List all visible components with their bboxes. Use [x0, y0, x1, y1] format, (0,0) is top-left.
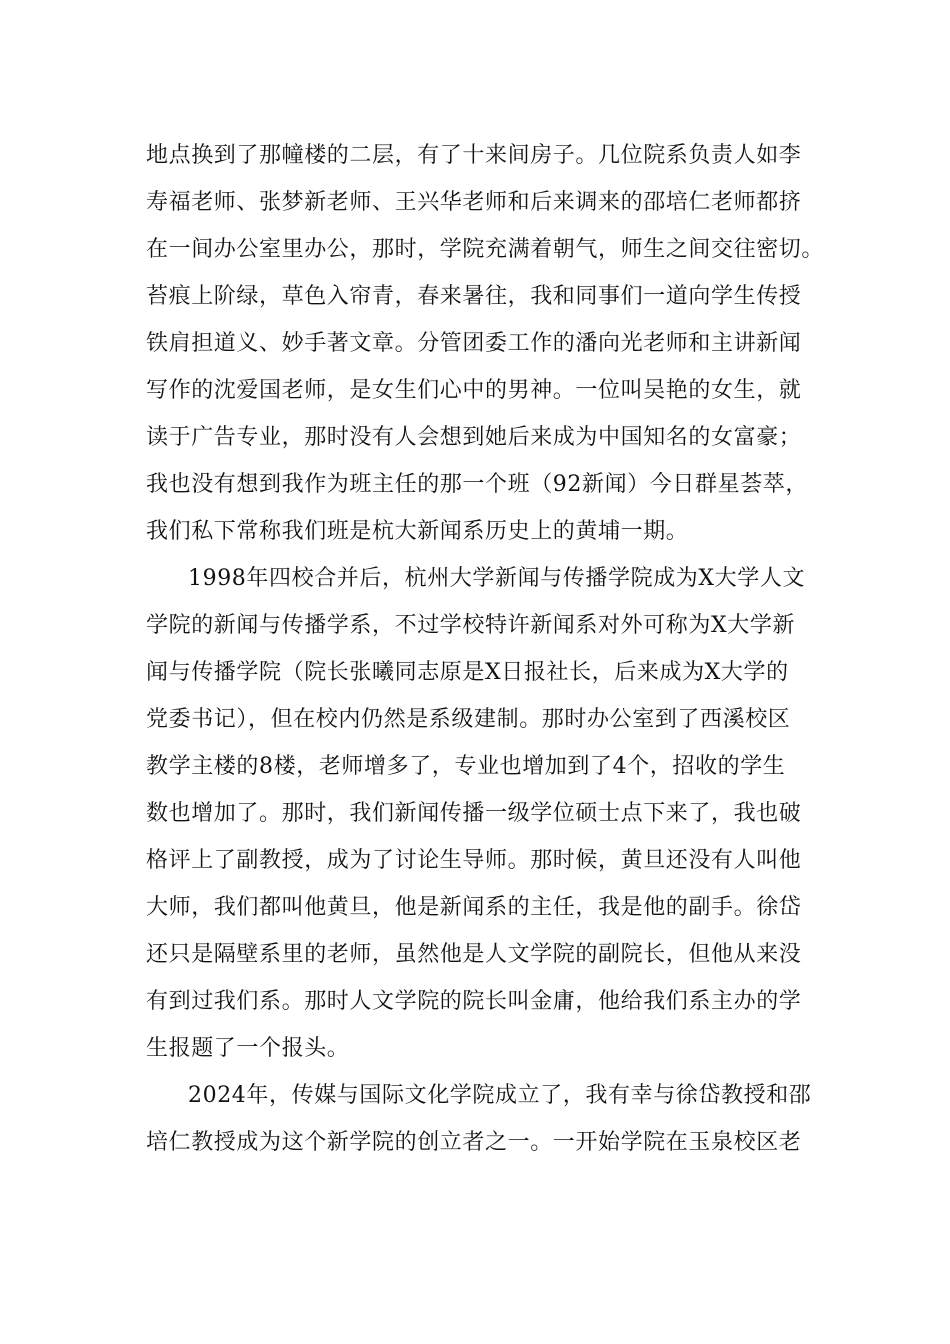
text-line: 在一间办公室里办公，那时，学院充满着朝气，师生之间交往密切。 — [146, 237, 825, 262]
text-line: 格评上了副教授，成为了讨论生导师。那时候，黄旦还没有人叫他 — [146, 848, 802, 873]
text-line: 我们私下常称我们班是杭大新闻系历史上的黄埔一期。 — [146, 519, 689, 544]
text-line: 苔痕上阶绿，草色入帘青，春来暑往，我和同事们一道向学生传授 — [146, 284, 802, 309]
text-line: 铁肩担道义、妙手著文章。分管团委工作的潘向光老师和主讲新闻 — [146, 331, 802, 356]
text-line: 寿福老师、张梦新老师、王兴华老师和后来调来的邵培仁老师都挤 — [146, 190, 802, 215]
text-line: 培仁教授成为这个新学院的创立者之一。一开始学院在玉泉校区老 — [146, 1130, 802, 1155]
text-line: 数也增加了。那时，我们新闻传播一级学位硕士点下来了，我也破 — [146, 801, 802, 826]
text-line: 学院的新闻与传播学系，不过学校特许新闻系对外可称为X大学新 — [146, 613, 796, 638]
text-line: 有到过我们系。那时人文学院的院长叫金庸，他给我们系主办的学 — [146, 989, 802, 1014]
text-line: 生报题了一个报头。 — [146, 1036, 350, 1061]
body-text — [146, 132, 826, 1166]
text-line: 还只是隔壁系里的老师，虽然他是人文学院的副院长，但他从来没 — [146, 942, 802, 967]
paragraph-first-line: 1998年四校合并后，杭州大学新闻与传播学院成为X大学人文 — [188, 566, 806, 591]
text-line: 闻与传播学院（院长张曦同志原是X日报社长，后来成为X大学的 — [146, 660, 789, 685]
text-line: 写作的沈爱国老师，是女生们心中的男神。一位叫吴艳的女生，就 — [146, 378, 802, 403]
text-line: 地点换到了那幢楼的二层，有了十来间房子。几位院系负责人如李 — [146, 143, 802, 168]
text-line: 我也没有想到我作为班主任的那一个班（92新闻）今日群星荟萃， — [146, 472, 808, 497]
text-line: 教学主楼的8楼，老师增多了，专业也增加到了4个，招收的学生 — [146, 754, 786, 779]
text-line: 大师，我们都叫他黄旦，他是新闻系的主任，我是他的副手。徐岱 — [146, 895, 802, 920]
text-line: 党委书记），但在校内仍然是系级建制。那时办公室到了西溪校区 — [146, 707, 791, 732]
paragraph-first-line: 2024年，传媒与国际文化学院成立了，我有幸与徐岱教授和邵 — [188, 1083, 812, 1108]
text-line: 读于广告专业，那时没有人会想到她后来成为中国知名的女富豪； — [146, 425, 802, 450]
